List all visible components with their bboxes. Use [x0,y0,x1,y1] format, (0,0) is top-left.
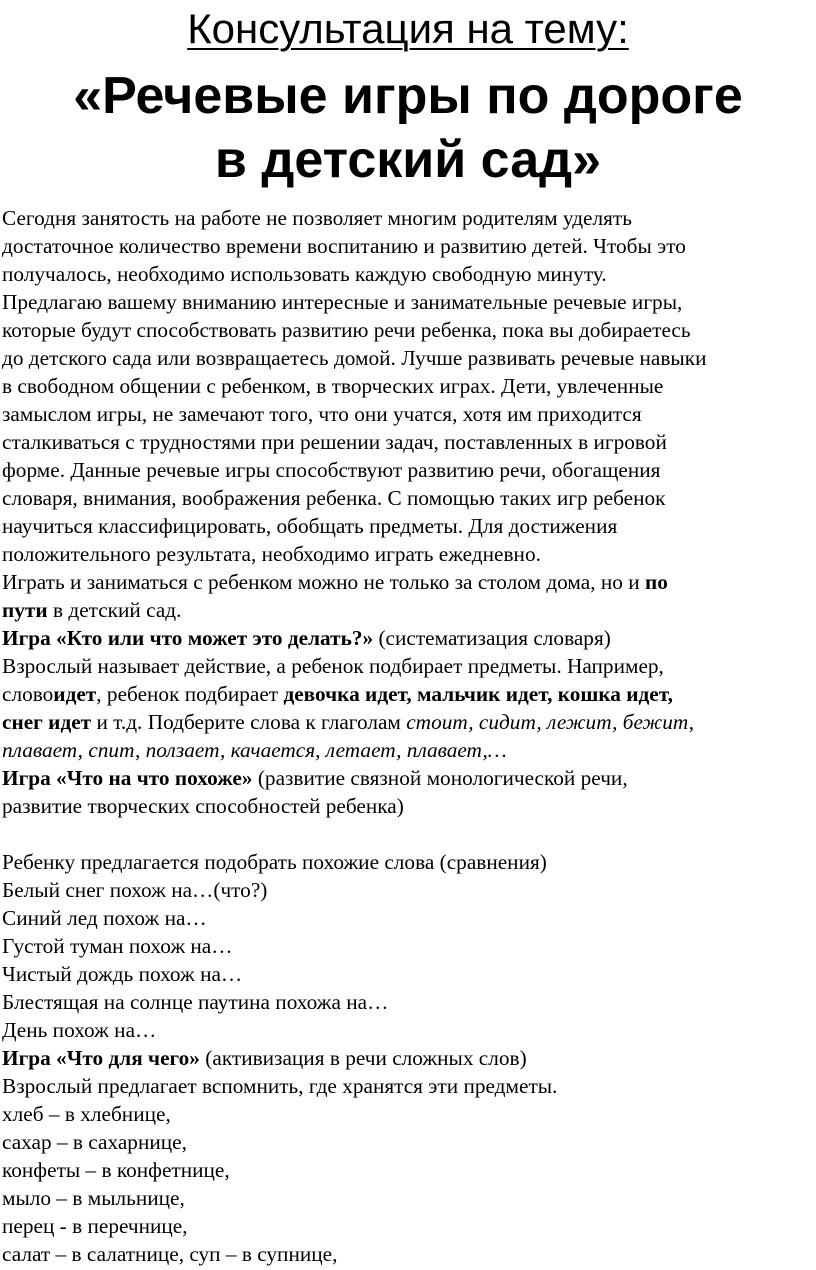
game3-heading [2,1044,816,1072]
game3-title: Игра «Что для чего» [2,1046,200,1070]
intro-line: до детского сада или возвращаетесь домой. Лучше развивать речевые навыки [2,346,707,370]
consultation-subtitle: Консультация на тему: [187,5,629,52]
play-bold: по [644,570,668,594]
game3-item: перец - в перечнице, [2,1214,188,1238]
game3-item: мыло – в мыльнице, [2,1186,185,1210]
game2-item: Чистый дождь похож на… [2,962,243,986]
game1-bold: девочка идет, мальчик идет, кошка идет, [283,682,673,706]
game2-item: День похож на… [2,1018,157,1042]
game1-line [2,680,816,708]
game2-note: (развитие связной монологической речи, [252,766,628,790]
game3-note: (активизация в речи сложных слов) [199,1046,527,1070]
document-body [2,204,816,1268]
game2-item: Густой туман похож на… [2,934,233,958]
play-text: в детский сад. [47,598,182,622]
game2-item: Синий лед похож на… [2,906,207,930]
game1-text: слово [2,682,54,706]
game2-heading [2,764,816,792]
play-line-2 [2,596,816,624]
title-line-2: в детский сад» [214,131,602,189]
game2-item: Белый снег похож на…(что?) [2,878,268,902]
intro-line: в свободном общении с ребенком, в творческих играх. Дети, увлеченные [2,374,664,398]
game1-bold: снег идет [2,710,92,734]
game3-item: хлеб – в хлебнице, [2,1102,171,1126]
game2-intro: Ребенку предлагается подобрать похожие слова (сравнения) [2,850,547,874]
intro-line: получалось, необходимо использовать каждую свободную минуту. [2,262,607,286]
game3-item: конфеты – в конфетнице, [2,1158,230,1182]
intro-line: словаря, внимания, воображения ребенка. С помощью таких игр ребенок [2,486,666,510]
game3-item: сахар – в сахарнице, [2,1130,187,1154]
title-line-1: «Речевые игры по дороге [73,67,743,125]
game1-note: (систематизация словаря) [373,626,611,650]
intro-line: форме. Данные речевые игры способствуют развитию речи, обогащения [2,458,661,482]
game2-note-line: развитие творческих способностей ребенка) [2,794,404,818]
game3-item: салат – в салатнице, суп – в супнице, [2,1242,338,1266]
intro-line: научиться классифицировать, обобщать предметы. Для достижения [2,514,618,538]
game1-text: , ребенок подбирает [96,682,284,706]
game1-line [2,708,816,736]
play-bold: пути [2,598,48,622]
game3-intro: Взрослый предлагает вспомнить, где хранятся эти предметы. [2,1074,558,1098]
intro-line: Сегодня занятость на работе не позволяет многим родителям уделять [2,206,632,230]
intro-line: которые будут способствовать развитию речи ребенка, пока вы добираетесь [2,318,691,342]
game2-title: Игра «Что на что похоже» [2,766,253,790]
intro-line: замыслом игры, не замечают того, что они учатся, хотя им приходится [2,402,642,426]
play-line-1 [2,568,816,596]
game1-line: плавает, спит, ползает, качается, летает, плавает,… [2,738,507,762]
blank-line [2,820,816,848]
intro-line: достаточное количество времени воспитанию и развитию детей. Чтобы это [2,234,686,258]
game1-bold: идет [53,682,97,706]
game1-heading [2,624,816,652]
game1-title: Игра «Кто или что может это делать?» [2,626,374,650]
intro-line: положительного результата, необходимо играть ежедневно. [2,542,541,566]
game1-italic: стоит, сидит, лежит, бежит, [406,710,695,734]
game2-item: Блестящая на солнце паутина похожа на… [2,990,389,1014]
game1-line: Взрослый называет действие, а ребенок подбирает предметы. Например, [2,654,664,678]
intro-line: сталкиваться с трудностями при решении задач, поставленных в игровой [2,430,667,454]
intro-line: Предлагаю вашему вниманию интересные и занимательные речевые игры, [2,290,683,314]
document-title [0,64,816,192]
play-text: Играть и заниматься с ребенком можно не только за столом дома, но и [2,570,645,594]
game1-text: и т.д. Подберите слова к глаголам [91,710,407,734]
